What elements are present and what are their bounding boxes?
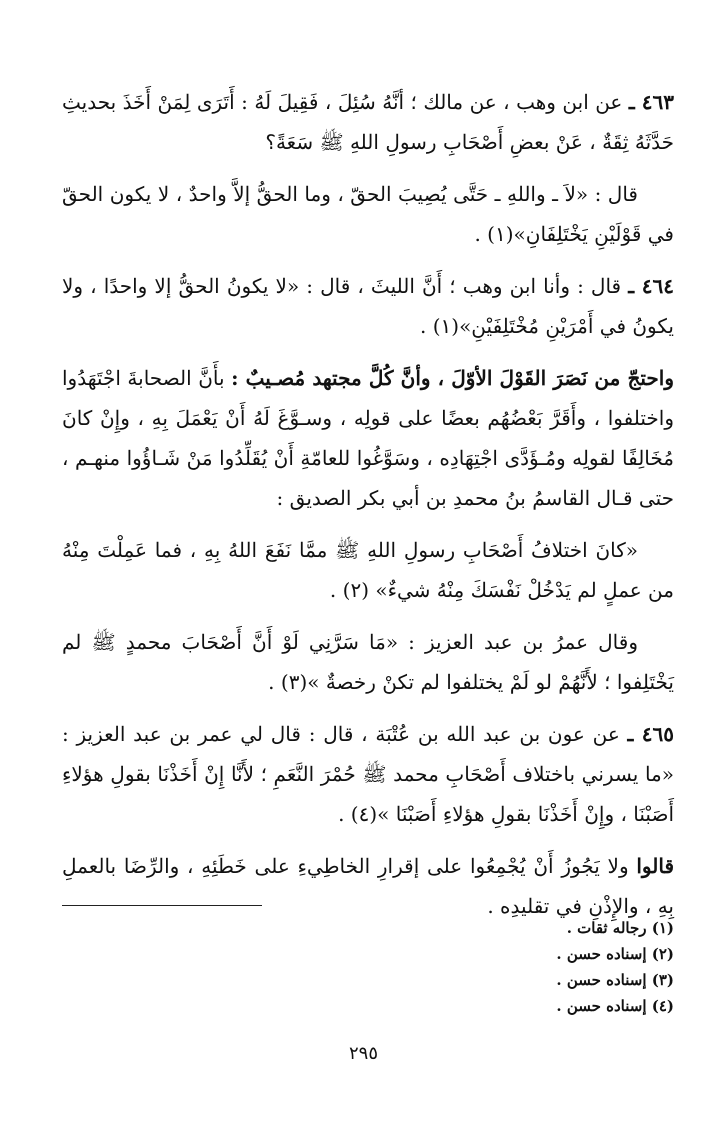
paragraph-heading: واحتجّ من نَصَرَ القَوْلَ الأوّلَ ، وأنَّ كُلَّ مجتهد مُصـيبٌ : [231, 366, 674, 390]
paragraph-argument [62, 358, 674, 518]
main-text [62, 82, 674, 938]
footnote: (١) رجاله ثقات . [566, 919, 674, 937]
footnote: (٣) إسناده حسن . [556, 971, 674, 989]
paragraph-heading: قالوا [636, 854, 675, 878]
paragraph-465 [62, 714, 674, 834]
footnote-divider [62, 905, 262, 906]
paragraph-qasim-quote [62, 530, 674, 610]
paragraph-463 [62, 82, 674, 162]
paragraph-text: «كانَ اختلافُ أَصْحَابِ رسولِ اللهِ ﷺ ممَّا نَفَعَ اللهُ بِهِ ، فما عَمِلْتَ مِنْهُ من عملٍ لم يَدْخُلْ نَفْسَكَ مِنْهُ شيءٌ» (٢) . [62, 538, 674, 602]
paragraph-text: عن ابن وهب ، عن مالك ؛ أنَّهُ سُئِلَ ، فَقِيلَ لَهُ : أَتَرَى لِمَنْ أَخَذَ بحديثِ حَدَّثَهُ ثِقَةٌ ، عَنْ بعضِ أَصْحَابِ رسولِ اللهِ ﷺ سَعَةً؟ [62, 90, 674, 154]
paragraph-qalu [62, 846, 674, 926]
footnote: (٢) إسناده حسن . [556, 945, 674, 963]
paragraph-text: ولا يَجُوزُ أَنْ يُجْمِعُوا على إقرارِ الخاطِيءِ على خَطَئِهِ ، والرِّضَا بالعملِ بِهِ ، والإِذْنِ في تقليدِه . [62, 854, 674, 918]
footnotes [62, 915, 674, 1019]
footnote: (٤) إسناده حسن . [556, 997, 674, 1015]
paragraph-number: ٤٦٥ ـ [627, 722, 675, 746]
paragraph-umar-quote [62, 622, 674, 702]
paragraph-464 [62, 266, 674, 346]
paragraph-text: قال : «لاَ ـ واللهِ ـ حَتَّى يُصِيبَ الحقّ ، وما الحقُّ إلاَّ واحدٌ ، لا يكون الحقّ في قَوْلَيْنِ يَخْتَلِفَانِ»(١) . [62, 182, 674, 246]
paragraph-text: قال : وأنا ابن وهب ؛ أَنَّ الليثَ ، قال : «لا يكونُ الحقُّ إلا واحدًا ، ولا يكونُ في أَمْرَيْنِ مُخْتَلِفَيْنِ»(١) . [62, 274, 674, 338]
paragraph-text: بأَنَّ الصحابةَ اجْتَهَدُوا واختلفوا ، وأَقَرَّ بَعْضُهُم بعضًا على قولِه ، وسـوَّغَ لَهُ أَنْ يَعْمَلَ بِهِ ، وإِنْ كانَ مُخَالِفًا لقولِه ومُـؤَدَّى اجْتِهَادِه ، وسَوَّغُوا للعامّةِ أَنْ يُقَلِّدُوا مَنْ شَـاؤُوا منهـم ، حتى قـال القاسمُ بنُ محمدِ بن أبي بكر الصديق : [62, 366, 674, 510]
paragraph-number: ٤٦٣ ـ [628, 90, 675, 114]
paragraph-text: وقال عمرُ بن عبد العزيز : «مَا سَرَّنِي لَوْ أَنَّ أَصْحَابَ محمدٍ ﷺ لم يَخْتَلِفوا ؛ لأَنَّهُمْ لو لَمْ يختلفوا لم تكنْ رخصةٌ »(٣) . [62, 630, 674, 694]
page-number: ٢٩٥ [348, 1043, 378, 1064]
paragraph-malik-answer [62, 174, 674, 254]
paragraph-text: عن عون بن عبد الله بن عُتْبَة ، قال : قال لي عمر بن عبد العزيز : «ما يسرني باختلاف أَصْحَابِ محمد ﷺ حُمْرَ النَّعَمِ ؛ لأَنَّا إِنْ أَخَذْنَا بقولِ هؤلاءِ أَصَبْنَا ، وإِنْ أَخَذْنَا بقولِ هؤلاءِ أَصَبْنَا »(٤) . [62, 722, 674, 826]
paragraph-number: ٤٦٤ ـ [628, 274, 674, 298]
